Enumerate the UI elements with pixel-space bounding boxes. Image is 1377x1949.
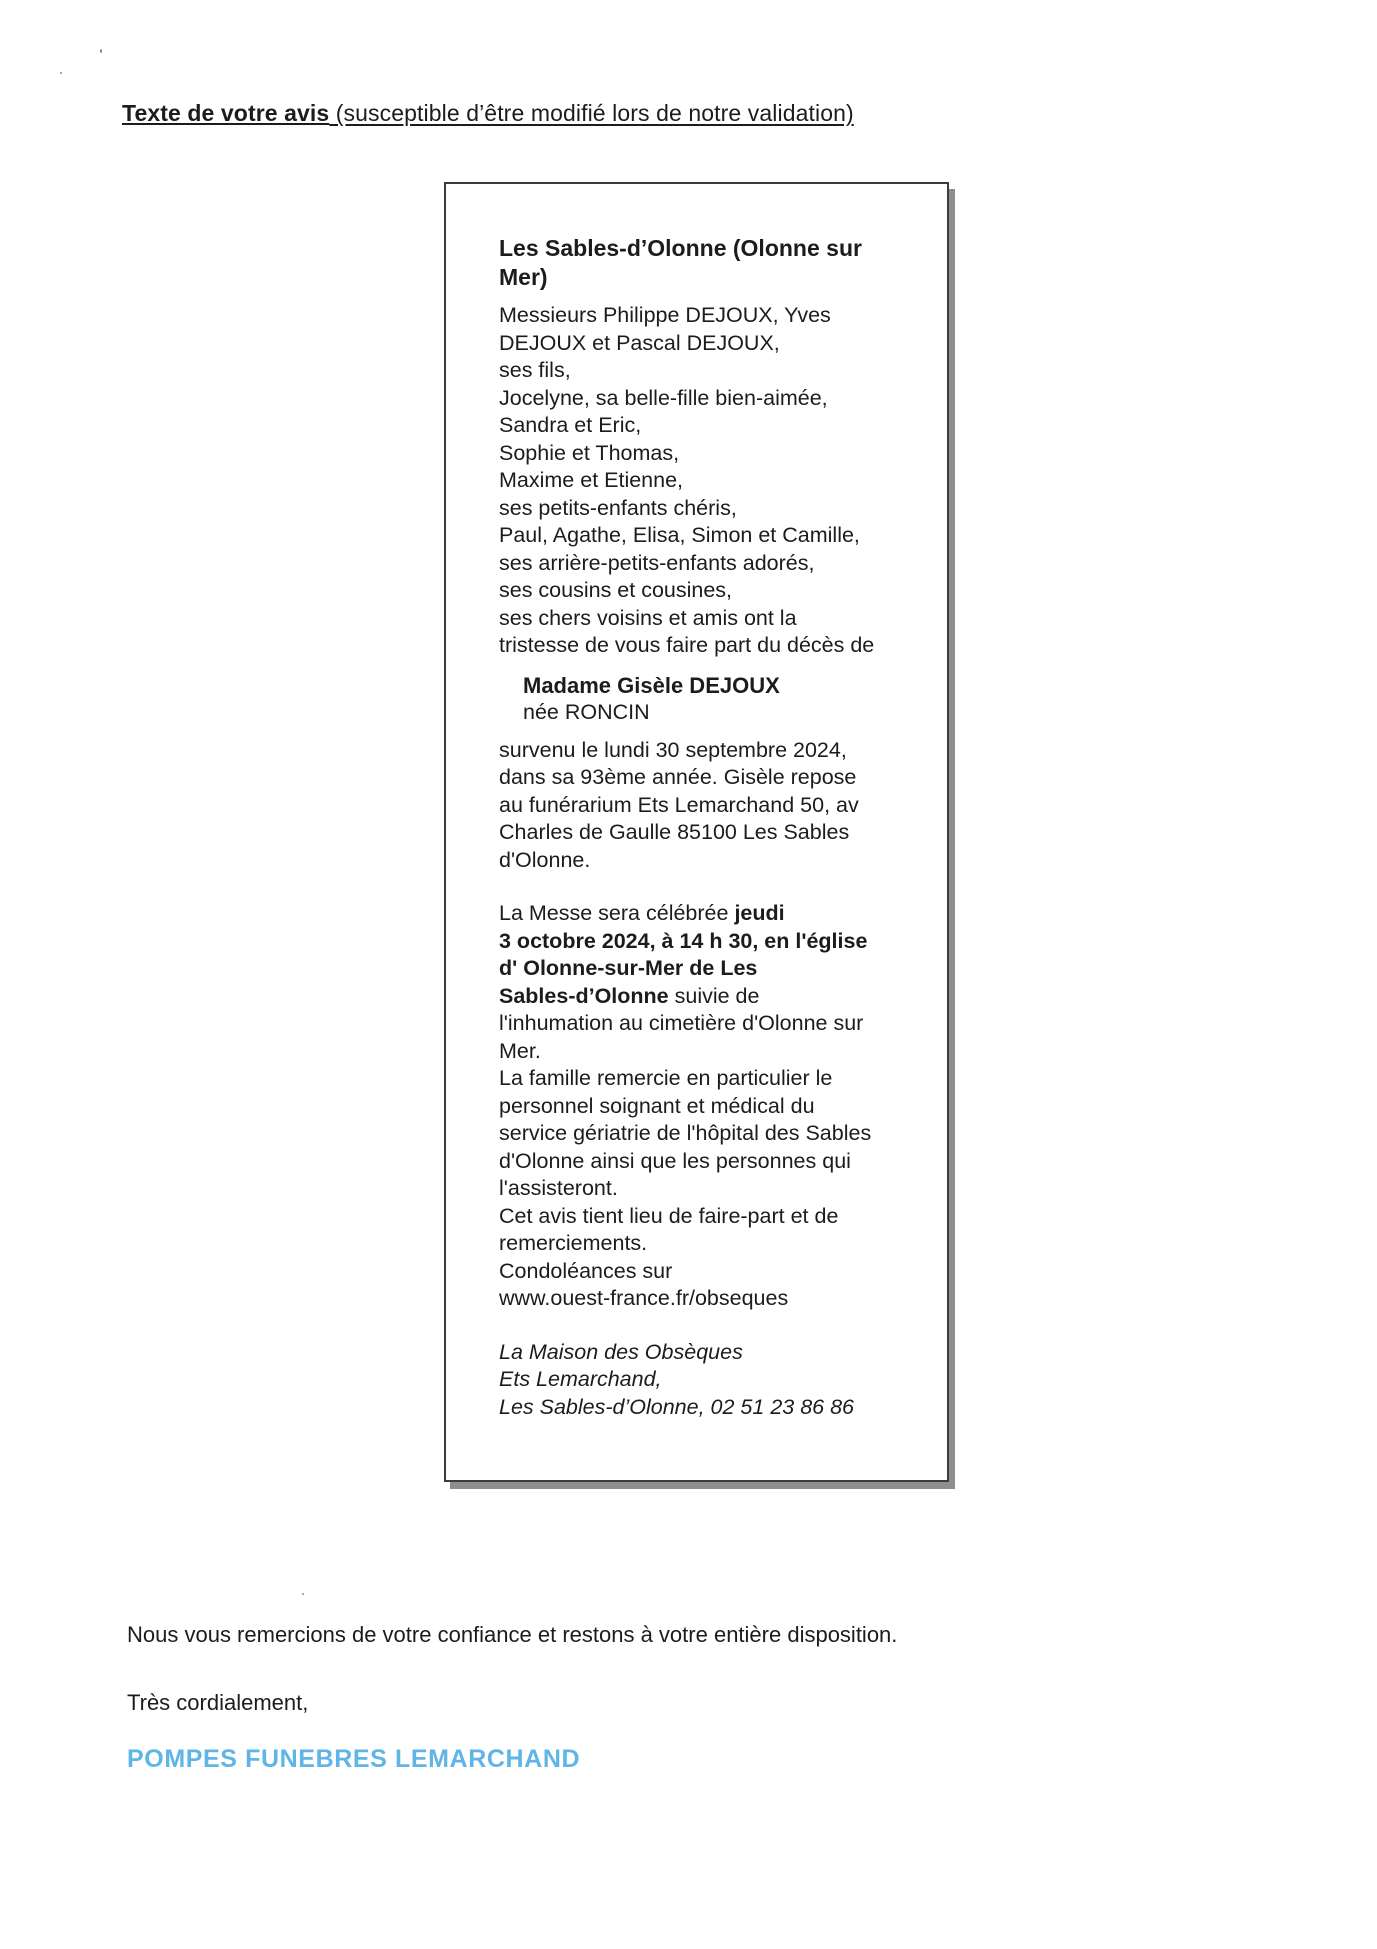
family-line: Sandra et Eric, (499, 413, 642, 437)
signature-line: La Maison des Obsèques (499, 1339, 743, 1364)
ceremony-date: 3 octobre 2024, à 14 h 30, en l'église (499, 928, 868, 953)
family-line: Jocelyne, sa belle-fille bien-aimée, (499, 385, 828, 410)
ceremony-text: La Messe sera célébrée (499, 901, 735, 925)
family-line: ses chers voisins et amis ont la (499, 605, 797, 630)
ceremony-day: jeudi (734, 901, 785, 925)
death-line: survenu le lundi 30 septembre 2024, (499, 737, 847, 762)
family-line: Paul, Agathe, Elisa, Simon et Camille, (499, 523, 860, 547)
notice-text-heading (122, 100, 854, 127)
death-line: au funérarium Ets Lemarchand 50, av (499, 792, 859, 817)
thanks-text: Nous vous remercions de votre confiance et restons à votre entière disposition. (127, 1622, 898, 1647)
place-line: Mer) (499, 264, 548, 290)
death-details (499, 737, 919, 875)
ceremony-text: suivie de (668, 983, 760, 1008)
remainder-line: Condoléances sur (499, 1258, 673, 1283)
remainder-line: l'inhumation au cimetière d'Olonne sur (499, 1011, 864, 1035)
ceremony-town: Sables-d’Olonne (499, 983, 669, 1008)
deceased-birth-name: née RONCIN (523, 700, 650, 724)
remainder-line: l'assisteront. (499, 1176, 618, 1200)
remainder-line: Cet avis tient lieu de faire-part et de (499, 1203, 839, 1228)
ceremony-line (499, 900, 919, 928)
ceremony-line (499, 983, 919, 1011)
ceremony-details (499, 900, 919, 1010)
family-line: ses fils, (499, 358, 571, 382)
heading-title: Texte de votre avis (122, 100, 330, 126)
family-line: Maxime et Etienne, (499, 468, 684, 492)
signature-line: Ets Lemarchand, (499, 1367, 662, 1391)
scan-speck (100, 49, 102, 53)
ceremony-church: d' Olonne-sur-Mer de Les (499, 956, 758, 980)
family-line: ses petits-enfants chéris, (499, 495, 737, 520)
family-line: ses cousins et cousines, (499, 578, 733, 602)
remainder-line: La famille remercie en particulier le (499, 1066, 833, 1090)
family-line: tristesse de vous faire part du décès de (499, 633, 875, 657)
death-line: dans sa 93ème année. Gisèle repose (499, 765, 857, 789)
signature-line: Les Sables-d’Olonne, 02 51 23 86 86 (499, 1394, 855, 1419)
death-line: Charles de Gaulle 85100 Les Sables (499, 820, 850, 844)
notice-remainder (499, 1010, 919, 1313)
family-line: Sophie et Thomas, (499, 440, 680, 465)
remainder-line: Mer. (499, 1038, 541, 1063)
company-name: POMPES FUNEBRES LEMARCHAND (127, 1745, 581, 1773)
funeral-home-signature (499, 1339, 919, 1422)
family-list (499, 302, 919, 660)
family-line: Messieurs Philippe DEJOUX, Yves (499, 303, 831, 327)
remainder-line: service gériatrie de l'hôpital des Sables (499, 1121, 872, 1145)
closing-text: Très cordialement, (127, 1690, 309, 1715)
deceased-block (523, 672, 919, 727)
death-line: d'Olonne. (499, 847, 591, 872)
family-line: DEJOUX et Pascal DEJOUX, (499, 330, 780, 355)
death-notice-box (444, 182, 949, 1482)
remainder-line: personnel soignant et médical du (499, 1093, 815, 1118)
remainder-line: remerciements. (499, 1231, 648, 1255)
scan-speck (302, 1593, 304, 1595)
family-line: ses arrière-petits-enfants adorés, (499, 550, 815, 575)
notice-place (499, 234, 919, 292)
condolences-url: www.ouest-france.fr/obseques (499, 1286, 789, 1310)
scan-speck (60, 72, 62, 74)
remainder-line: d'Olonne ainsi que les personnes qui (499, 1148, 851, 1173)
heading-note: (susceptible d’être modifié lors de notre validation) (329, 100, 854, 126)
place-line: Les Sables-d’Olonne (Olonne sur (499, 235, 862, 261)
deceased-name: Madame Gisèle DEJOUX (523, 672, 780, 698)
spacer (499, 874, 919, 900)
